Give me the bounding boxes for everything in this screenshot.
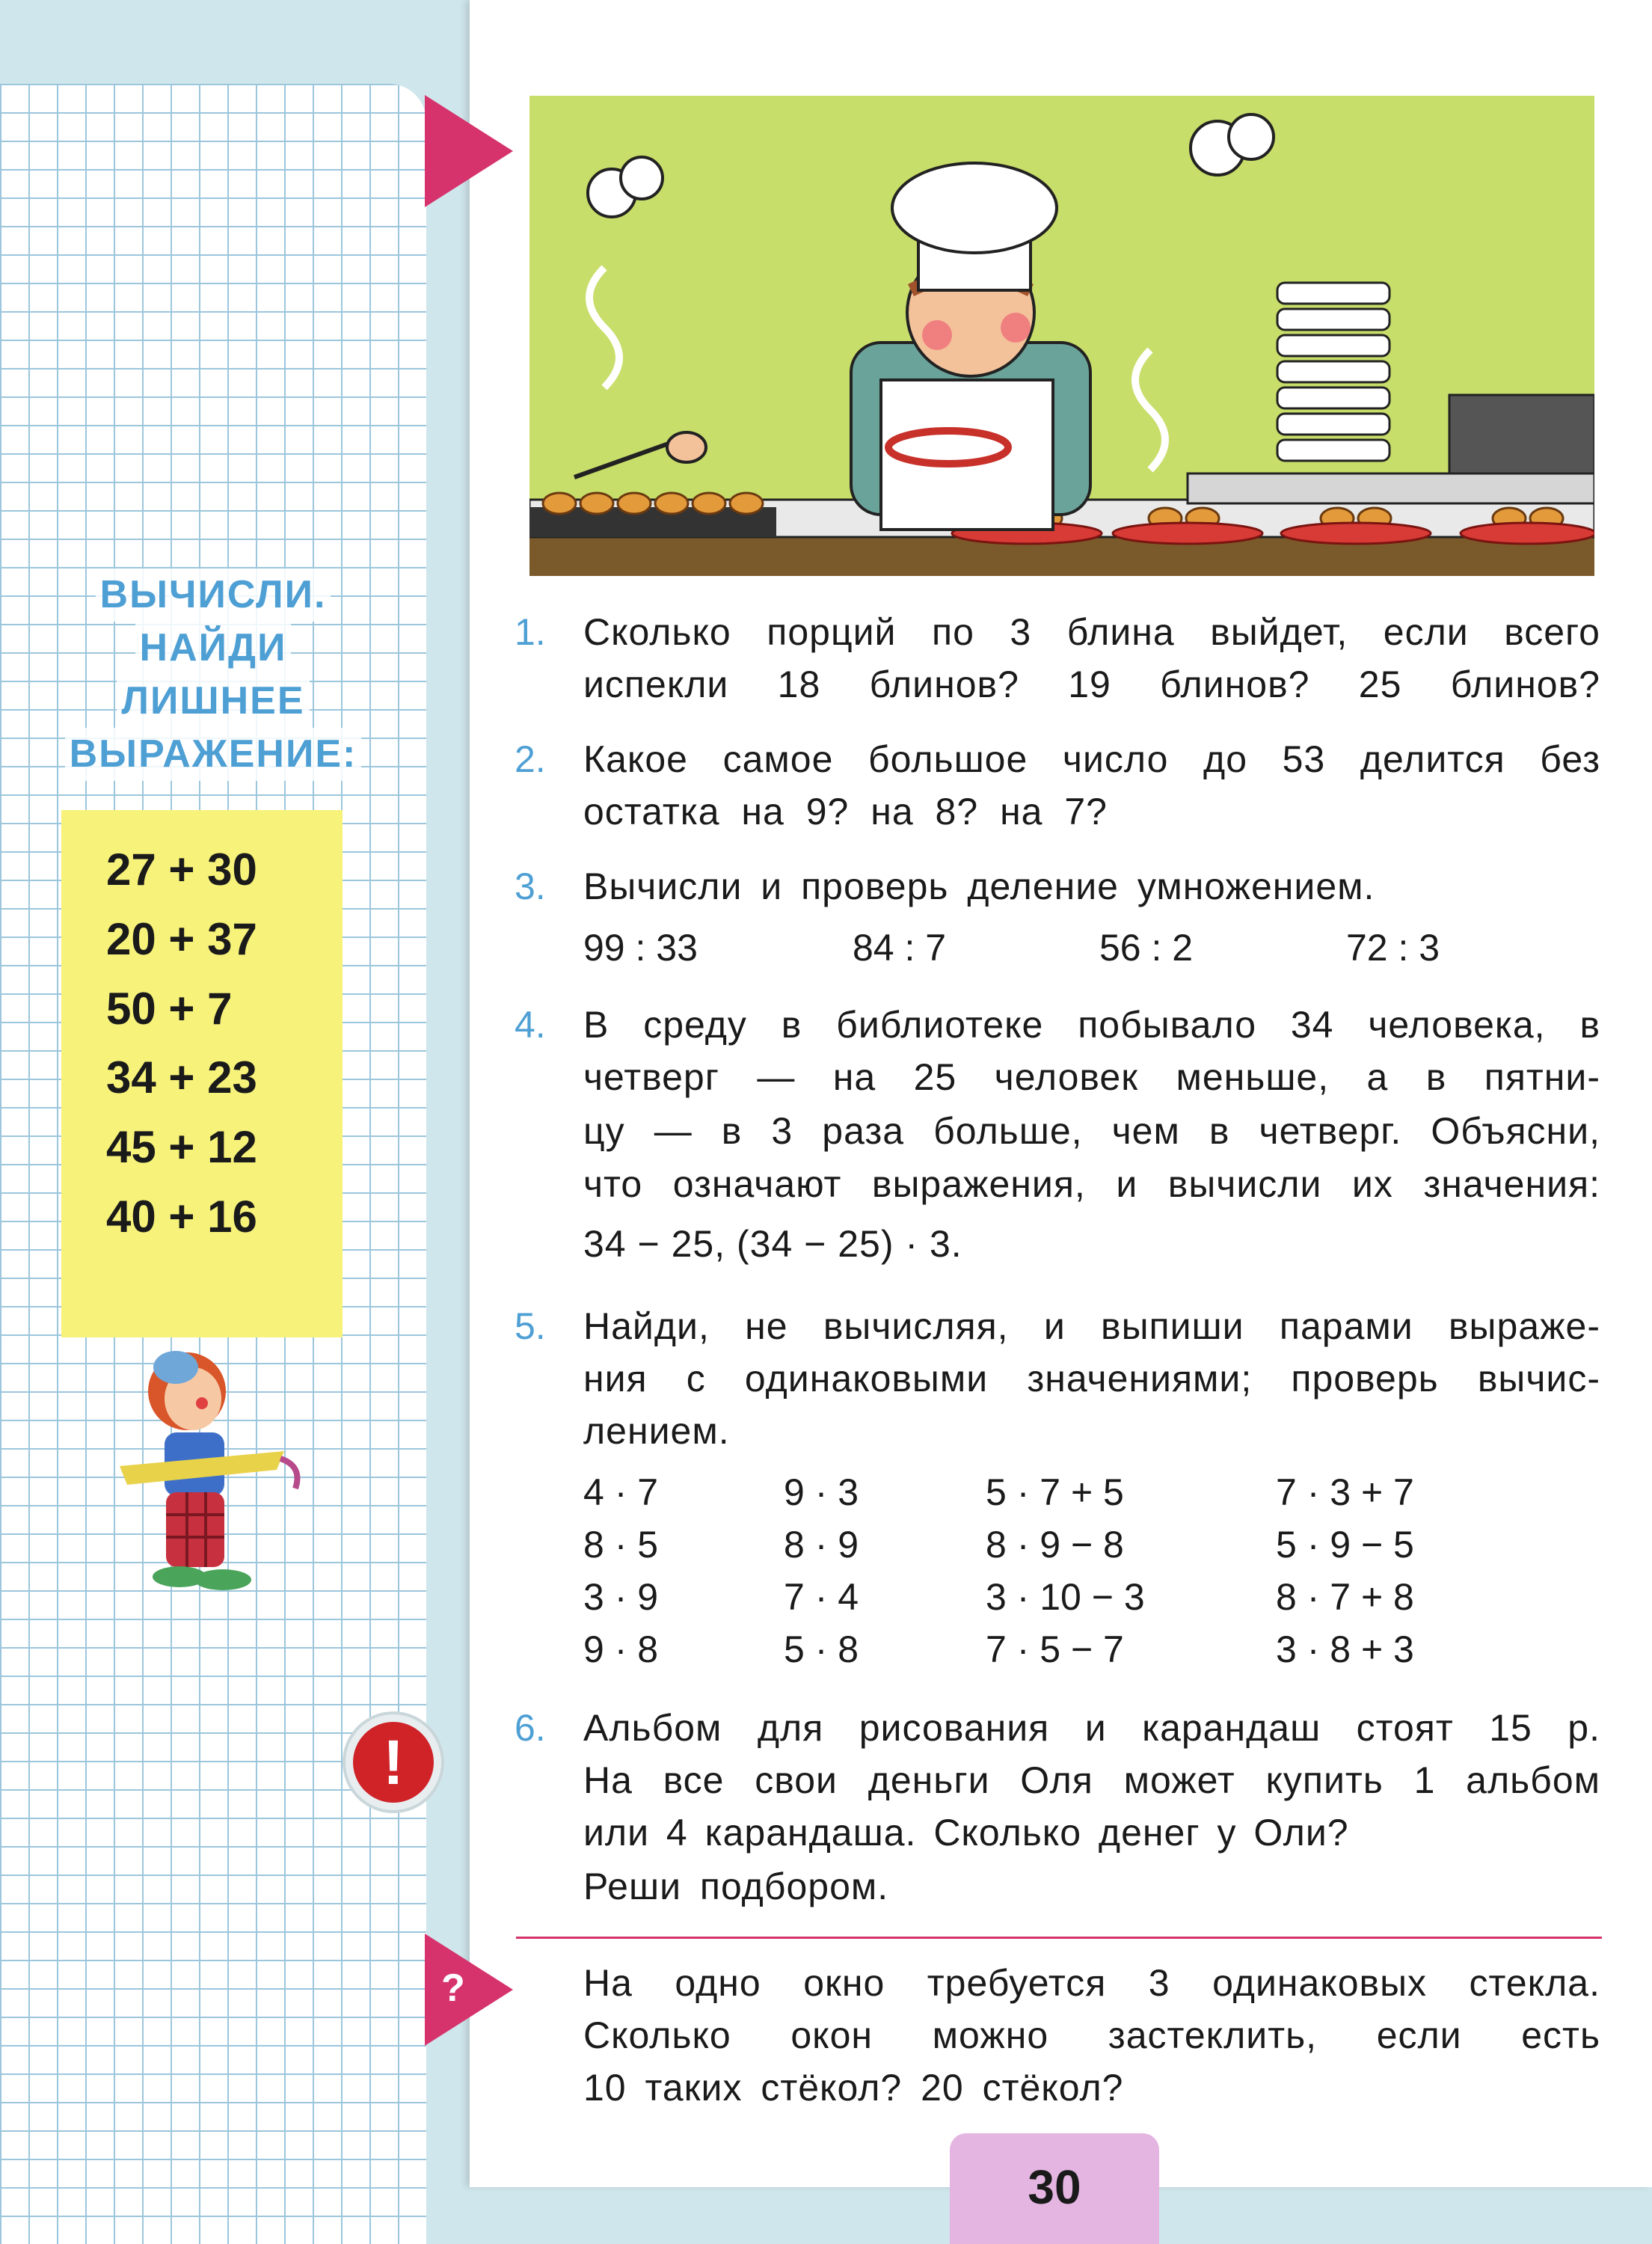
task-1-number: 1.: [515, 611, 546, 653]
task-6-line-4: Реши подбором.: [583, 1866, 889, 1907]
task-4-line-5: 34 − 25, (34 − 25) · 3.: [583, 1223, 962, 1265]
task-5-cell-r4-c2: 5 · 8: [784, 1628, 859, 1670]
task-5-cell-r3-c1: 3 · 9: [583, 1576, 659, 1618]
task-4-line-2: четверг — на 25 человек меньше, а в пятни-: [583, 1056, 1600, 1098]
task-5-cell-r2-c2: 8 · 9: [784, 1524, 859, 1566]
task-5-cell-r3-c4: 8 · 7 + 8: [1276, 1576, 1414, 1618]
puzzle-line-2: Сколько окон можно застеклить, если есть: [583, 2014, 1600, 2056]
side-title-line-3: ЛИШНЕЕ: [117, 675, 309, 728]
task-5-line-2: ния с одинаковыми значениями; проверь вычис-: [583, 1358, 1600, 1400]
task-3-expr-4: 72 : 3: [1346, 927, 1440, 969]
task-3-expr-3: 56 : 2: [1099, 927, 1194, 969]
task-3-number: 3.: [515, 865, 546, 907]
page-number: 30: [1028, 2160, 1081, 2214]
clown-illustration: [105, 1339, 314, 1608]
task-5-cell-r1-c3: 5 · 7 + 5: [986, 1471, 1124, 1513]
task-1-line-2: испекли 18 блинов? 19 блинов? 25 блинов?: [583, 663, 1600, 705]
side-title-line-4: ВЫРАЖЕНИЕ:: [65, 728, 362, 781]
question-icon: ?: [441, 1966, 465, 2010]
expression-2: 20 + 37: [106, 914, 257, 964]
task-5-cell-r4-c1: 9 · 8: [583, 1628, 659, 1670]
puzzle-line-3: 10 таких стёкол? 20 стёкол?: [583, 2067, 1124, 2109]
task-6-number: 6.: [515, 1707, 546, 1749]
expressions-box: [61, 810, 343, 1337]
side-title-line-2: НАЙДИ: [135, 622, 292, 675]
exclamation-icon: !: [353, 1722, 434, 1803]
chef-illustration: [529, 96, 1594, 576]
exclamation-badge: [346, 1714, 441, 1810]
task-6-line-3: или 4 карандаша. Сколько денег у Оли?: [583, 1812, 1349, 1854]
pink-arrow-marker: [425, 95, 513, 207]
task-5-cell-r4-c3: 7 · 5 − 7: [986, 1628, 1124, 1670]
task-5-cell-r2-c1: 8 · 5: [583, 1524, 659, 1566]
task-6-line-2: На все свои деньги Оля может купить 1 альбом: [583, 1759, 1600, 1801]
task-2-line-2: остатка на 9? на 8? на 7?: [583, 791, 1108, 833]
task-4-number: 4.: [515, 1004, 546, 1046]
task-5-cell-r3-c2: 7 · 4: [784, 1576, 859, 1618]
task-4-line-4: что означают выражения, и вычисли их значения:: [583, 1163, 1600, 1205]
side-title-line-1: ВЫЧИСЛИ.: [96, 568, 331, 622]
question-arrow-marker: [425, 1934, 513, 2046]
task-4-line-3: цу — в 3 раза больше, чем в четверг. Объясни,: [583, 1110, 1600, 1152]
top-strip: [0, 0, 471, 84]
puzzle-line-1: На одно окно требуется 3 одинаковых стекла.: [583, 1962, 1600, 2004]
task-2-number: 2.: [515, 738, 546, 780]
task-5-number: 5.: [515, 1305, 546, 1347]
page-number-tab: [950, 2133, 1159, 2244]
task-3-line-1: Вычисли и проверь деление умножением.: [583, 865, 1375, 907]
task-5-cell-r1-c1: 4 · 7: [583, 1471, 659, 1513]
task-5-line-1: Найди, не вычисляя, и выпиши парами выраже-: [583, 1305, 1600, 1347]
task-5-cell-r4-c4: 3 · 8 + 3: [1276, 1628, 1414, 1670]
task-3-expr-1: 99 : 33: [583, 927, 698, 969]
expression-5: 45 + 12: [106, 1122, 257, 1172]
task-5-line-3: лением.: [583, 1410, 730, 1452]
task-4-line-1: В среду в библиотеке побывало 34 человека, в: [583, 1004, 1600, 1046]
task-6-line-1: Альбом для рисования и карандаш стоят 15 р.: [583, 1707, 1600, 1749]
expression-3: 50 + 7: [106, 984, 233, 1034]
task-5-cell-r2-c4: 5 · 9 − 5: [1276, 1524, 1414, 1566]
expression-4: 34 + 23: [106, 1052, 257, 1103]
task-1-line-1: Сколько порций по 3 блина выйдет, если всего: [583, 611, 1600, 653]
task-3-expr-2: 84 : 7: [853, 927, 947, 969]
task-2-line-1: Какое самое большое число до 53 делится без: [583, 738, 1600, 780]
task-5-cell-r1-c2: 9 · 3: [784, 1471, 859, 1513]
section-divider: [516, 1937, 1602, 1939]
task-5-cell-r1-c4: 7 · 3 + 7: [1276, 1471, 1414, 1513]
task-5-cell-r3-c3: 3 · 10 − 3: [986, 1576, 1145, 1618]
task-5-cell-r2-c3: 8 · 9 − 8: [986, 1524, 1124, 1566]
expression-6: 40 + 16: [106, 1192, 257, 1242]
side-title: [45, 568, 381, 781]
expression-1: 27 + 30: [106, 844, 257, 895]
